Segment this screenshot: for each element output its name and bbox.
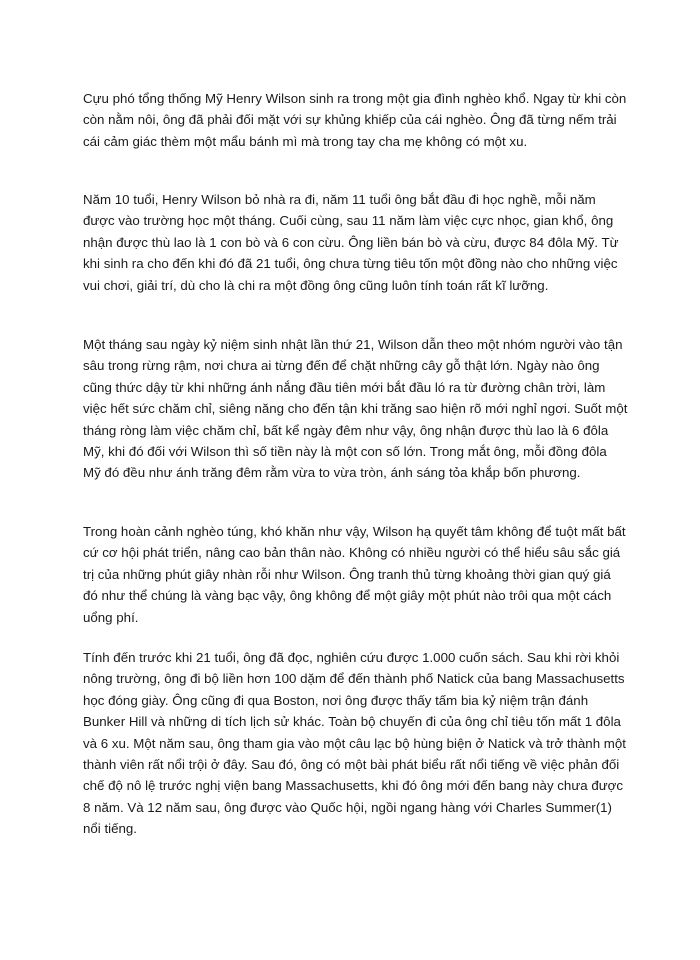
paragraph-2: Năm 10 tuổi, Henry Wilson bỏ nhà ra đi, năm 11 tuổi ông bắt đầu đi học nghề, mỗi năm được vào trường học một tháng. Cuối cùng, sau 11 năm làm việc cực nhọc, gian khổ, ông nhận được thù lao là 1 con bò và 6 con cừu. Ông liền bán bò và cừu, được 84 đôla Mỹ. Từ khi sinh ra cho đến khi đó đã 21 tuổi, ông chưa từng tiêu tốn một đồng nào cho những việc vui chơi, giải trí, dù cho là chi ra một đồng ông cũng luôn tính toán rất kĩ lưỡng. bbox=[83, 192, 619, 293]
paragraph-1: Cựu phó tổng thống Mỹ Henry Wilson sinh ra trong một gia đình nghèo khổ. Ngay từ khi còn còn nằm nôi, ông đã phải đối mặt với sự khủng khiếp của cái nghèo. Ông đã từng nếm trải cái cảm giác thèm một mẩu bánh mì mà trong tay cha mẹ không có một xu. bbox=[83, 91, 627, 149]
paragraph-4: Trong hoàn cảnh nghèo túng, khó khăn như vậy, Wilson hạ quyết tâm không để tuột mất bất cứ cơ hội phát triển, nâng cao bản thân nào. Không có nhiều người có thể hiểu sâu sắc giá trị của những phút giây nhàn rỗi như Wilson. Ông tranh thủ từng khoảng thời gian quý giá đó như thể chúng là vàng bạc vậy, ông không để một giây một phút nào trôi qua một cách uổng phí. bbox=[83, 524, 626, 625]
paragraph-5: Tính đến trước khi 21 tuổi, ông đã đọc, nghiên cứu được 1.000 cuốn sách. Sau khi rời khỏi nông trường, ông đi bộ liền hơn 100 dặm để đến thành phố Natick của bang Massachusetts học đóng giày. Ông cũng đi qua Boston, nơi ông được thấy tấm bia kỷ niệm trận đánh Bunker Hill và những di tích lịch sử khác. Toàn bộ chuyến đi của ông chỉ tiêu tốn mất 1 đôla và 6 xu. Một năm sau, ông tham gia vào một câu lạc bộ hùng biện ở Natick và trở thành một thành viên rất nổi trội ở đây. Sau đó, ông có một bài phát biểu rất nổi tiếng về việc phản đối chế độ nô lệ trước nghị viện bang Massachusetts, khi đó ông mới đến bang này chưa được 8 năm. Và 12 năm sau, ông được vào Quốc hội, ngồi ngang hàng với Charles Summer(1) nổi tiếng. bbox=[83, 650, 626, 837]
paragraph-3: Một tháng sau ngày kỷ niệm sinh nhật lần thứ 21, Wilson dẫn theo một nhóm người vào tận sâu trong rừng rậm, nơi chưa ai từng đến để chặt những cây gỗ thật lớn. Ngày nào ông cũng thức dậy từ khi những ánh nắng đầu tiên mới bắt đầu ló ra từ đường chân trời, làm việc hết sức chăm chỉ, siêng năng cho đến tận khi trăng sao hiện rõ mới nghỉ ngơi. Suốt một tháng ròng làm việc chăm chỉ, bất kể ngày đêm như vậy, ông nhận được thù lao là 6 đôla Mỹ, khi đó đối với Wilson thì số tiền này là một con số lớn. Trong mắt ông, mỗi đồng đôla Mỹ đó đều như ánh trăng đêm rằm vừa to vừa tròn, ánh sáng tỏa khắp bốn phương. bbox=[83, 337, 628, 481]
